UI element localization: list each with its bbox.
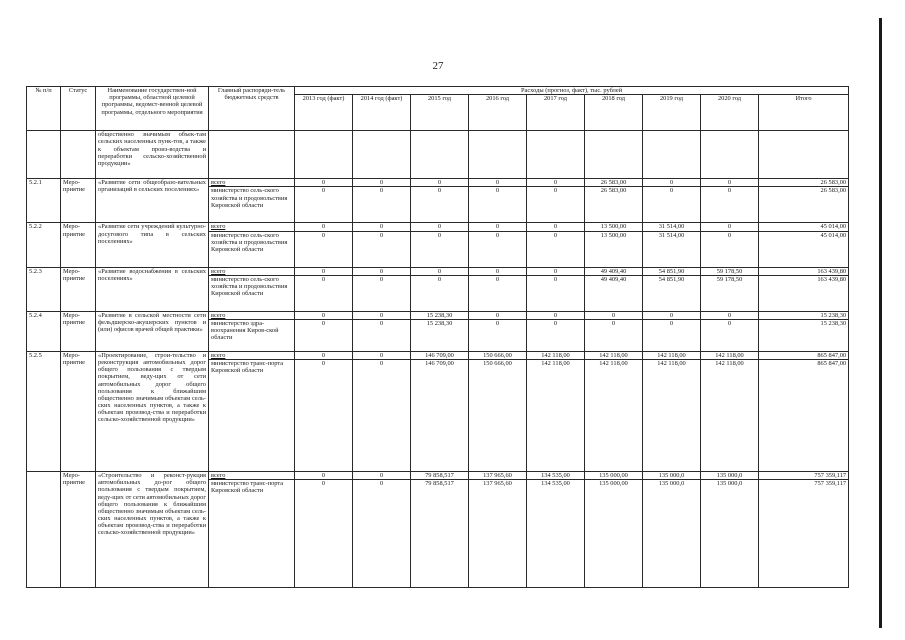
row-year-value: 0: [701, 179, 759, 187]
row-year-value: 0: [527, 275, 585, 311]
row-year-value: 49 409,40: [585, 267, 643, 275]
row-year-value: 0: [411, 187, 469, 223]
row-year-value: 0: [353, 231, 411, 267]
row-status: Меро-приятие: [61, 472, 96, 588]
header-admin: Главный распоряди-тель бюджетных средств: [209, 87, 295, 131]
row-year-value: 134 535,00: [527, 472, 585, 480]
row-year-value: 26 583,00: [585, 179, 643, 187]
row-admin-ministry: министерство сель-ского хозяйства и продовольствия Кировской области: [209, 231, 295, 267]
row-total-value: 45 014,00: [759, 223, 849, 231]
row-year-value: 0: [353, 480, 411, 588]
row-total-value: 26 583,00: [759, 179, 849, 187]
row-year-value: 49 409,40: [585, 275, 643, 311]
row-year-value: 79 858,517: [411, 480, 469, 588]
row-year-value: 135 000,0: [701, 472, 759, 480]
row-admin-total: всего: [209, 351, 295, 359]
row-year-value: 137 965,60: [469, 480, 527, 588]
header-num: № п/п: [27, 87, 61, 131]
row-year-value: 0: [353, 311, 411, 319]
header-year: 2020 год: [701, 95, 759, 131]
row-year-value: 146 709,00: [411, 360, 469, 472]
row-number: [27, 472, 61, 588]
header-year: 2018 год: [585, 95, 643, 131]
row-status: Меро-приятие: [61, 223, 96, 267]
row-year-value: 0: [411, 267, 469, 275]
row-total-value: 15 238,30: [759, 311, 849, 319]
row-year-value: 0: [701, 319, 759, 351]
row-total-value: 865 847,00: [759, 360, 849, 472]
row-year-value: 0: [701, 187, 759, 223]
header-year: 2019 год: [643, 95, 701, 131]
budget-table: [26, 86, 849, 588]
row-year-value: 31 514,00: [643, 223, 701, 231]
row-year-value: 0: [295, 311, 353, 319]
header-status: Статус: [61, 87, 96, 131]
row-year-value: 142 118,00: [701, 360, 759, 472]
scan-edge-bar: [879, 18, 882, 628]
table-row: [27, 311, 849, 319]
row-year-value: 0: [469, 267, 527, 275]
row-year-value: 0: [353, 351, 411, 359]
row-year-value: 135 000,00: [585, 480, 643, 588]
row-status: Меро-приятие: [61, 179, 96, 223]
row-year-value: 0: [353, 275, 411, 311]
row-year-value: 26 583,00: [585, 187, 643, 223]
row-year-value: 0: [353, 472, 411, 480]
row-year-value: 0: [585, 311, 643, 319]
row-year-value: 0: [527, 267, 585, 275]
row-status: Меро-приятие: [61, 267, 96, 311]
row-year-value: 0: [527, 319, 585, 351]
row-name: «Развитие водоснабжения в сельских поселениях»: [96, 267, 209, 311]
row-admin-total: всего: [209, 311, 295, 319]
row-year-value: 0: [353, 360, 411, 472]
row-year-value: 0: [469, 311, 527, 319]
row-admin-ministry: министерство транс-порта Кировской области: [209, 360, 295, 472]
header-year: 2016 год: [469, 95, 527, 131]
row-year-value: 0: [527, 179, 585, 187]
row-year-value: 146 709,00: [411, 351, 469, 359]
table-row: [27, 223, 849, 231]
header-name: Наименование государствен-ной программы, областной целевой программы, ведомст-венной целевой программы, отдельного мероприятия: [96, 87, 209, 131]
row-year-value: 0: [701, 231, 759, 267]
continuation-row: [27, 131, 849, 179]
row-year-value: 0: [411, 223, 469, 231]
row-year-value: 0: [295, 275, 353, 311]
row-year-value: 0: [353, 179, 411, 187]
row-admin-ministry: министерство транс-порта Кировской области: [209, 480, 295, 588]
table-row: [27, 179, 849, 187]
row-total-value: 757 359,117: [759, 472, 849, 480]
row-year-value: 0: [411, 231, 469, 267]
row-year-value: 0: [295, 187, 353, 223]
row-year-value: 0: [469, 275, 527, 311]
row-name: «Проектирование, строи-тельство и реконструкция автомобильных дорог общего пользования с твердым покрытием, веду-щих от сети автомобильных дорог общего пользования к ближайшим общественно значимым объектам сель-ских населенных пунктов, а также к объектам производ-ства и переработки сельско-хозяйственной продукции»: [96, 351, 209, 471]
row-admin-total: всего: [209, 472, 295, 480]
row-year-value: 135 000,0: [643, 472, 701, 480]
row-name: «Развитие в сельской местности сети фельдшерско-акушерских пунктов и (или) офисов врачей общей практики»: [96, 311, 209, 351]
row-name: «Строительство и реконст-рукция автомобильных до-рог общего пользования с твердым покрытием, веду-щих от сети автомобильных дорог общего пользования к ближайшим общественно значимым объектам сель-ских населенных пунктов, а также к объектам производ-ства и переработки сельско-хозяйственной продукции»: [96, 472, 209, 588]
row-year-value: 0: [295, 360, 353, 472]
row-total-value: 26 583,00: [759, 187, 849, 223]
row-year-value: 142 118,00: [643, 351, 701, 359]
row-year-value: 79 858,517: [411, 472, 469, 480]
row-year-value: 0: [295, 223, 353, 231]
row-year-value: 142 118,00: [585, 351, 643, 359]
row-year-value: 0: [353, 223, 411, 231]
row-number: 5.2.5: [27, 351, 61, 471]
row-year-value: 0: [353, 267, 411, 275]
row-year-value: 0: [469, 319, 527, 351]
row-year-value: 0: [643, 319, 701, 351]
header-year: 2017 год: [527, 95, 585, 131]
row-name: «Развитие сети общеобразо-вательных организаций в сельских поселениях»: [96, 179, 209, 223]
header-row-main: [27, 87, 849, 95]
row-year-value: 13 500,00: [585, 223, 643, 231]
row-year-value: 0: [469, 179, 527, 187]
row-year-value: 0: [295, 480, 353, 588]
row-status: Меро-приятие: [61, 311, 96, 351]
header-year: 2014 год (факт): [353, 95, 411, 131]
row-year-value: 142 118,00: [527, 360, 585, 472]
row-year-value: 142 118,00: [643, 360, 701, 472]
row-year-value: 0: [295, 179, 353, 187]
row-admin-total: всего: [209, 179, 295, 187]
row-year-value: 59 178,50: [701, 275, 759, 311]
row-name: «Развитие сети учреждений культурно-досугового типа в сельских поселениях»: [96, 223, 209, 267]
row-year-value: 0: [527, 311, 585, 319]
row-year-value: 0: [643, 179, 701, 187]
row-year-value: 0: [701, 311, 759, 319]
row-year-value: 15 238,30: [411, 311, 469, 319]
row-admin-ministry: министерство сель-ского хозяйства и продовольствия Кировской области: [209, 187, 295, 223]
page-number: 27: [432, 60, 444, 72]
header-total: Итого: [759, 95, 849, 131]
row-year-value: 150 666,00: [469, 360, 527, 472]
row-total-value: 45 014,00: [759, 231, 849, 267]
row-year-value: 134 535,00: [527, 480, 585, 588]
row-year-value: 59 178,50: [701, 267, 759, 275]
row-year-value: 0: [643, 187, 701, 223]
row-total-value: 15 238,30: [759, 319, 849, 351]
row-year-value: 150 666,00: [469, 351, 527, 359]
row-total-value: 163 439,80: [759, 267, 849, 275]
row-year-value: 0: [585, 319, 643, 351]
row-year-value: 31 514,00: [643, 231, 701, 267]
row-year-value: 0: [469, 223, 527, 231]
row-total-value: 865 847,00: [759, 351, 849, 359]
row-year-value: 54 851,90: [643, 275, 701, 311]
row-year-value: 0: [295, 351, 353, 359]
continuation-name: общественно значимым объек-там сельских населенных пунк-тов, а также к объектам произ-водства и переработки сельско-хозяйственной продукции»: [96, 131, 209, 179]
row-year-value: 142 118,00: [527, 351, 585, 359]
row-year-value: 0: [527, 223, 585, 231]
row-status: Меро-приятие: [61, 351, 96, 471]
row-year-value: 135 000,0: [643, 480, 701, 588]
row-total-value: 757 359,117: [759, 480, 849, 588]
header-year: 2013 год (факт): [295, 95, 353, 131]
row-year-value: 15 238,30: [411, 319, 469, 351]
row-year-value: 0: [295, 472, 353, 480]
row-year-value: 0: [701, 223, 759, 231]
row-number: 5.2.3: [27, 267, 61, 311]
header-year: 2015 год: [411, 95, 469, 131]
row-admin-total: всего: [209, 223, 295, 231]
table-row: [27, 351, 849, 359]
row-admin-total: всего: [209, 267, 295, 275]
row-year-value: 0: [295, 267, 353, 275]
row-year-value: 54 851,90: [643, 267, 701, 275]
row-year-value: 142 118,00: [701, 351, 759, 359]
row-admin-ministry: министерство сель-ского хозяйства и продовольствия Кировской области: [209, 275, 295, 311]
row-year-value: 0: [411, 275, 469, 311]
table-row: [27, 267, 849, 275]
row-number: 5.2.2: [27, 223, 61, 267]
row-year-value: 0: [643, 311, 701, 319]
table-row: [27, 472, 849, 480]
row-year-value: 0: [295, 231, 353, 267]
row-total-value: 163 439,80: [759, 275, 849, 311]
row-year-value: 0: [295, 319, 353, 351]
row-year-value: 135 000,00: [585, 472, 643, 480]
row-year-value: 0: [353, 187, 411, 223]
row-number: 5.2.4: [27, 311, 61, 351]
row-admin-ministry: министерство здра-воохранения Киров-ской области: [209, 319, 295, 351]
header-expenses: Расходы (прогноз, факт), тыс. рублей: [295, 87, 849, 95]
row-year-value: 0: [527, 231, 585, 267]
row-year-value: 142 118,00: [585, 360, 643, 472]
row-year-value: 0: [469, 231, 527, 267]
row-year-value: 0: [411, 179, 469, 187]
row-year-value: 137 965,60: [469, 472, 527, 480]
row-year-value: 13 500,00: [585, 231, 643, 267]
row-year-value: 0: [527, 187, 585, 223]
row-year-value: 0: [353, 319, 411, 351]
row-year-value: 135 000,0: [701, 480, 759, 588]
row-year-value: 0: [469, 187, 527, 223]
row-number: 5.2.1: [27, 179, 61, 223]
